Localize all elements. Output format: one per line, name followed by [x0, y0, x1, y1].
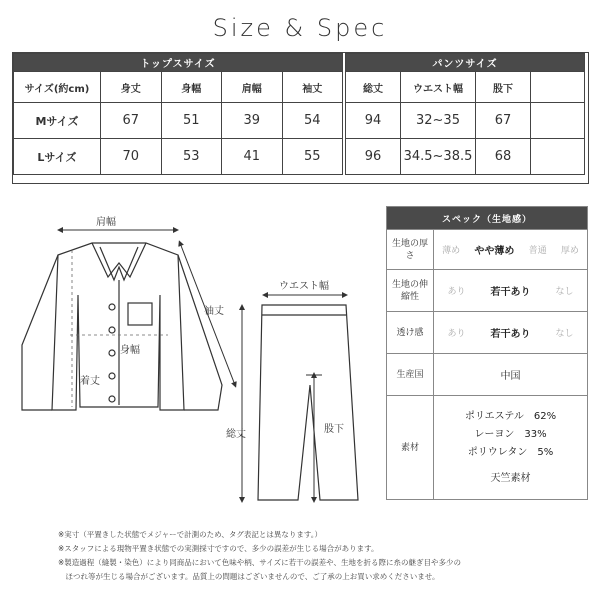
pants-col-waist: ウエスト幅 [401, 72, 476, 103]
table-cell: Lサイズ [14, 139, 101, 175]
table-cell: 34.5~38.5 [401, 139, 476, 175]
note-line: ほつれ等が生じる場合がございます。品質上の問題はございませんので、ご了承の上お買い求めくださいませ。 [58, 572, 440, 581]
pants-col-inseam: 股下 [476, 72, 531, 103]
option: あり [447, 287, 466, 297]
pants-col-total: 総丈 [346, 72, 401, 103]
spec-label-stretch: 生地の伸縮性 [387, 270, 434, 312]
table-cell: 53 [161, 139, 222, 175]
notes [58, 528, 461, 584]
label-inseam: 股下 [324, 424, 344, 435]
material-line: ポリウレタン 5% [467, 446, 554, 458]
tops-col-size: サイズ(約cm) [14, 72, 101, 103]
table-cell: 39 [222, 103, 283, 139]
option: なし [555, 287, 574, 297]
spec-table [386, 206, 588, 500]
stretch-options [435, 283, 586, 298]
table-cell: 51 [161, 103, 222, 139]
material-line: ポリエステル 62% [464, 410, 557, 422]
pants-col-empty [531, 72, 585, 103]
table-cell: 68 [476, 139, 531, 175]
option: あり [447, 329, 466, 339]
table-cell [531, 139, 585, 175]
tops-size-table [13, 53, 343, 175]
pants-header: パンツサイズ [346, 54, 585, 72]
table-cell: 54 [282, 103, 343, 139]
spec-label-sheer: 透け感 [387, 312, 434, 354]
label-sleeve: 袖丈 [204, 306, 224, 317]
option: 普通 [528, 246, 547, 256]
option-selected: やや薄め [474, 246, 515, 257]
table-cell: 55 [282, 139, 343, 175]
option: 薄め [442, 246, 461, 256]
fabric-type: 天竺素材 [490, 472, 531, 484]
label-waist: ウエスト幅 [279, 281, 329, 292]
spec-header: スペック（生地感） [387, 207, 588, 230]
spec-label-origin: 生産国 [387, 354, 434, 396]
material-list [435, 408, 586, 488]
label-length: 着丈 [80, 376, 100, 387]
tops-header: トップスサイズ [14, 54, 343, 72]
spec-label-thickness: 生地の厚さ [387, 230, 434, 270]
table-row [14, 103, 343, 139]
note-line: ※製造過程（縫製・染色）により同商品において色味や柄、サイズに若干の誤差や、生地を折る際に糸の継ぎ目や多少の [58, 558, 462, 567]
page-title: Size & Spec [212, 14, 388, 42]
table-cell: 94 [346, 103, 401, 139]
table-cell: 67 [101, 103, 162, 139]
label-chest: 身幅 [120, 345, 140, 356]
pants-size-table [345, 53, 585, 175]
tops-col-shoulder: 肩幅 [222, 72, 283, 103]
pants-illustration [258, 305, 358, 500]
material-line: レーヨン 33% [474, 428, 547, 440]
shirt-illustration [22, 243, 222, 410]
table-cell: Mサイズ [14, 103, 101, 139]
spec-label-material: 素材 [387, 396, 434, 500]
label-total: 総丈 [226, 429, 246, 440]
tops-col-length: 身丈 [101, 72, 162, 103]
table-cell: 70 [101, 139, 162, 175]
label-shoulder: 肩幅 [96, 217, 116, 228]
tops-col-sleeve: 袖丈 [282, 72, 343, 103]
table-row [14, 139, 343, 175]
option-selected: 若干あり [490, 329, 531, 340]
table-row [346, 103, 585, 139]
table-cell: 67 [476, 103, 531, 139]
table-cell: 96 [346, 139, 401, 175]
note-line: ※スタッフによる現物平置き状態での実測採寸ですので、多少の誤差が生じる場合があります。 [58, 544, 379, 553]
option: 厚め [560, 246, 579, 256]
thickness-options [435, 242, 586, 257]
sheer-options [435, 325, 586, 340]
option: なし [555, 329, 574, 339]
table-row [346, 139, 585, 175]
table-cell: 32~35 [401, 103, 476, 139]
table-cell [531, 103, 585, 139]
spec-origin-value: 中国 [434, 354, 588, 396]
garment-diagram [0, 195, 380, 515]
option-selected: 若干あり [490, 287, 531, 298]
table-cell: 41 [222, 139, 283, 175]
note-line: ※実寸（平置きした状態でメジャーで計測のため、タグ表記とは異なります。） [58, 530, 322, 539]
tops-col-width: 身幅 [161, 72, 222, 103]
